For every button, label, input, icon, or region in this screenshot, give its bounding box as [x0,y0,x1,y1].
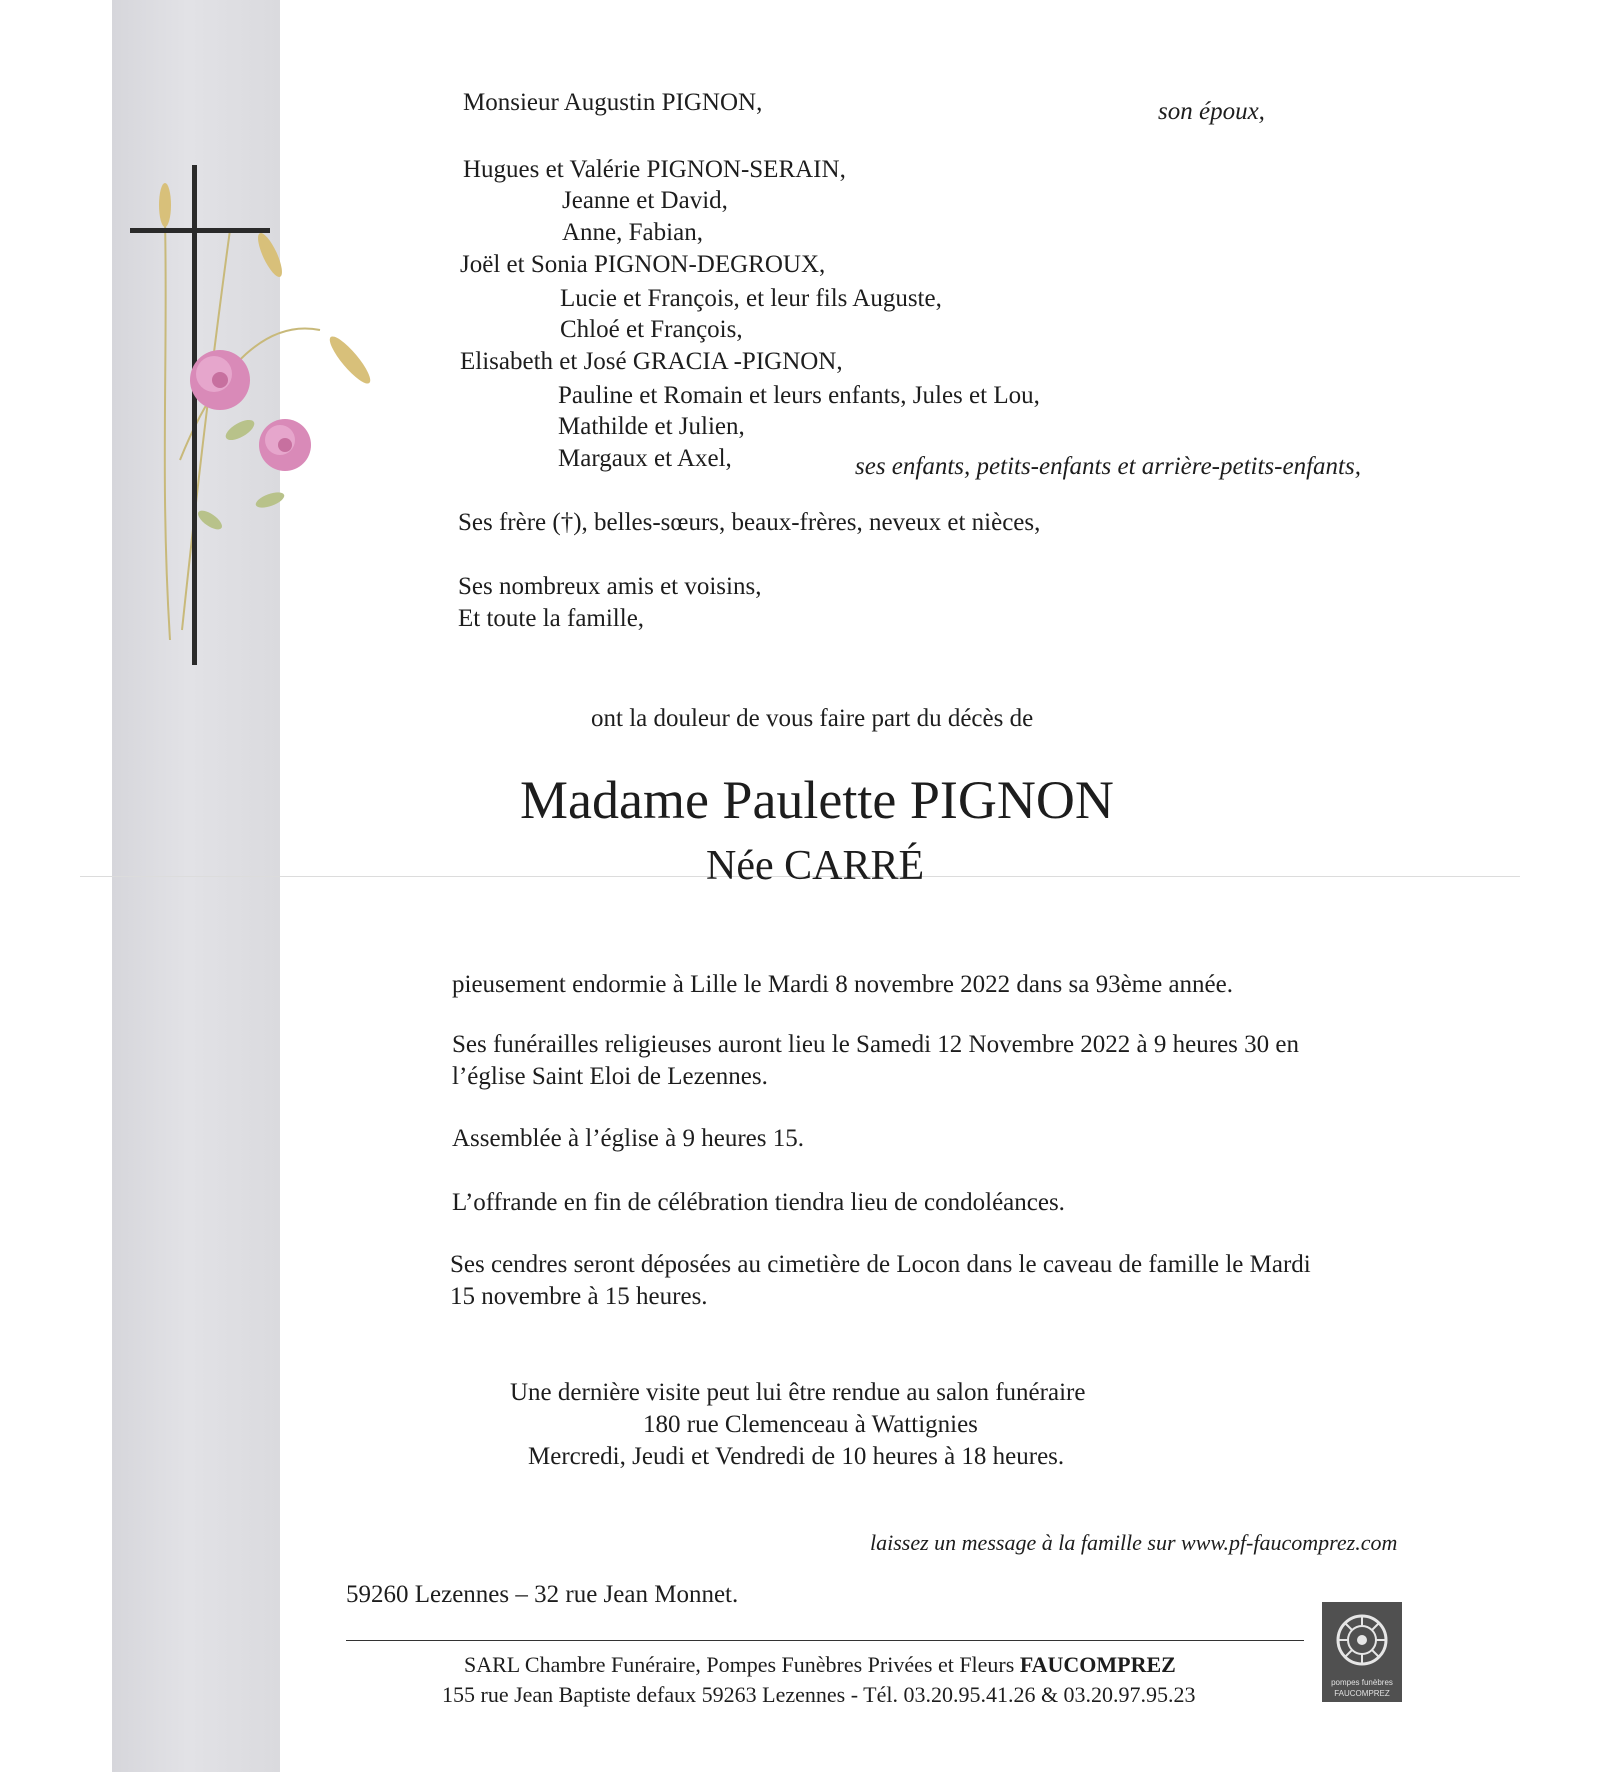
cross-with-roses-icon [120,160,420,680]
deceased-name: Madame Paulette PIGNON [520,770,1114,830]
footer-address: 155 rue Jean Baptiste defaux 59263 Lezennes - Tél. 03.20.95.41.26 & 03.20.97.95.23 [442,1682,1196,1707]
visit-line-3: Mercredi, Jeudi et Vendredi de 10 heures à 18 heures. [528,1443,1065,1470]
announcement-intro: ont la douleur de vous faire part du décès de [591,705,1034,732]
footer-company-prefix: SARL Chambre Funéraire, Pompes Funèbres Privées et Fleurs [464,1652,1020,1677]
grandchild-line-5: Pauline et Romain et leurs enfants, Jules et Lou, [558,382,1040,409]
ashes-line-2: 15 novembre à 15 heures. [450,1283,708,1310]
grandchild-line-3: Lucie et François, et leur fils Auguste, [560,285,942,312]
grandchild-line-6: Mathilde et Julien, [558,413,745,440]
company-logo [1322,1602,1402,1702]
visit-line-1: Une dernière visite peut lui être rendue au salon funéraire [510,1379,1086,1406]
visit-line-2: 180 rue Clemenceau à Wattignies [643,1411,978,1438]
family-address: 59260 Lezennes – 32 rue Jean Monnet. [346,1581,739,1608]
maiden-name: Née CARRÉ [706,843,925,889]
rosette-icon [1322,1606,1402,1678]
logo-line-2: FAUCOMPREZ [1334,1689,1390,1698]
logo-line-1: pompes funèbres [1331,1678,1393,1687]
funeral-line-2: l’église Saint Eloi de Lezennes. [452,1063,768,1090]
children-role: ses enfants, petits-enfants et arrière-petits-enfants, [855,453,1361,480]
grandchild-line-1: Jeanne et David, [562,187,728,214]
child-line-3: Elisabeth et José GRACIA -PIGNON, [460,348,843,375]
friends-line: Ses nombreux amis et voisins, [458,573,762,600]
grandchild-line-2: Anne, Fabian, [562,219,703,246]
offering-line: L’offrande en fin de célébration tiendra lieu de condoléances. [452,1189,1065,1216]
child-line-1: Hugues et Valérie PIGNON-SERAIN, [463,156,846,183]
ashes-line-1: Ses cendres seront déposées au cimetière de Locon dans le caveau de famille le Mardi [450,1251,1311,1278]
spouse-name: Monsieur Augustin PIGNON, [463,89,763,116]
grandchild-line-4: Chloé et François, [560,316,743,343]
siblings-line: Ses frère (†), belles-sœurs, beaux-frères, neveux et nièces, [458,509,1041,536]
child-line-2: Joël et Sonia PIGNON-DEGROUX, [460,251,826,278]
grandchild-line-7: Margaux et Axel, [558,445,732,472]
spouse-role: son époux, [1158,98,1265,125]
footer-rule [346,1640,1304,1641]
whole-family-line: Et toute la famille, [458,605,645,632]
footer-company [464,1652,1176,1678]
message-note: laissez un message à la famille sur www.pf-faucomprez.com [870,1530,1398,1555]
footer-company-name: FAUCOMPREZ [1019,1652,1176,1677]
funeral-line-1: Ses funérailles religieuses auront lieu le Samedi 12 Novembre 2022 à 9 heures 30 en [452,1031,1299,1058]
death-line: pieusement endormie à Lille le Mardi 8 novembre 2022 dans sa 93ème année. [452,971,1233,998]
assembly-line: Assemblée à l’église à 9 heures 15. [452,1125,804,1152]
